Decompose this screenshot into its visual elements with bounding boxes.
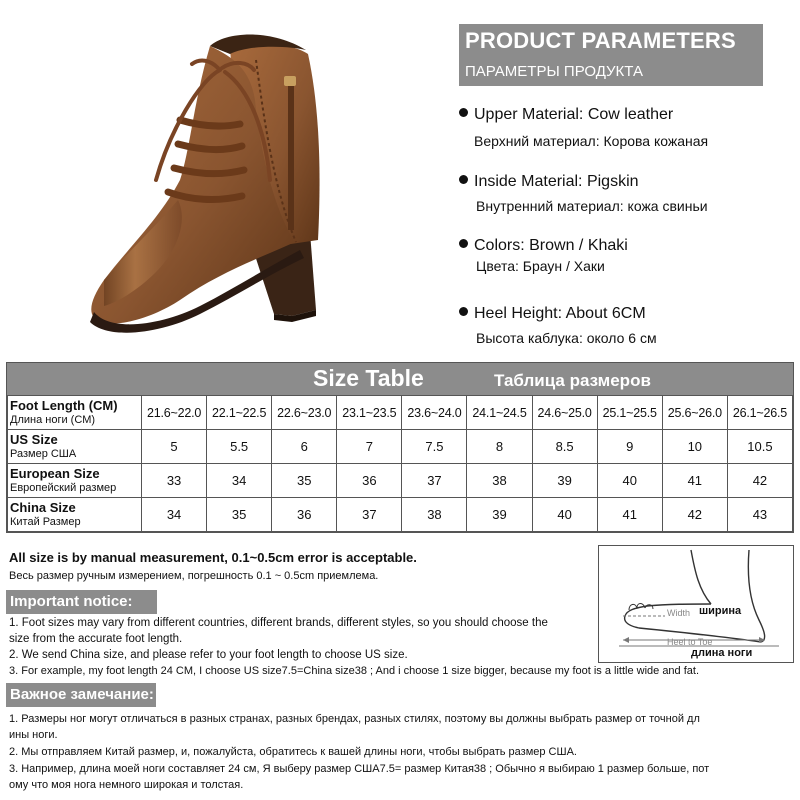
- table-cell: 38: [467, 464, 532, 498]
- important-notice-ru-header: [6, 683, 156, 707]
- param-heel-height-en: Heel Height: About 6CM: [474, 305, 646, 322]
- bullet-icon: [459, 239, 468, 248]
- row-header-en: Foot Length (CM): [10, 397, 118, 413]
- table-cell: 35: [207, 498, 272, 532]
- notice-line: 3. For example, my foot length 24 CM, I choose US size7.5=China size38 ; And i choose 1 size bigger, because my foot is a little wide and fat.: [9, 665, 700, 677]
- row-header-en: China Size: [10, 499, 76, 515]
- table-cell: 10: [662, 430, 727, 464]
- table-cell: 22.6~23.0: [272, 396, 337, 430]
- table-cell: 39: [467, 498, 532, 532]
- us-size-row: [8, 430, 793, 464]
- table-cell: 25.1~25.5: [597, 396, 662, 430]
- notice-line: 1. Foot sizes may vary from different countries, different brands, different styles, so you should choose the: [9, 617, 548, 629]
- table-cell: 5: [142, 430, 207, 464]
- row-header-ru: Китай Размер: [10, 515, 81, 528]
- param-colors-ru: Цвета: Браун / Хаки: [476, 258, 605, 274]
- european-size-row: [8, 464, 793, 498]
- product-parameters-title: PRODUCT PARAMETERS: [465, 28, 736, 53]
- table-cell: 37: [337, 498, 402, 532]
- table-cell: 6: [272, 430, 337, 464]
- notice-ru-line: 1. Размеры ног могут отличаться в разных странах, разных брендах, разных стилях, поэтому вы должны выбрать размер от точной дл: [9, 713, 700, 725]
- param-heel-height: [459, 305, 646, 323]
- param-colors: [459, 237, 628, 255]
- bullet-icon: [459, 175, 468, 184]
- size-table: [7, 395, 793, 532]
- param-inside-material: [459, 173, 639, 191]
- product-parameters-subtitle: ПАРАМЕТРЫ ПРОДУКТА: [465, 63, 643, 80]
- table-cell: 39: [532, 464, 597, 498]
- table-cell: 37: [402, 464, 467, 498]
- product-parameters-header: [459, 24, 763, 86]
- row-header: [8, 498, 142, 532]
- table-cell: 24.1~24.5: [467, 396, 532, 430]
- notice-line: size from the accurate foot length.: [9, 633, 183, 645]
- row-header-ru: Европейский размер: [10, 481, 117, 494]
- param-inside-material-en: Inside Material: Pigskin: [474, 173, 639, 190]
- measurement-note: All size is by manual measurement, 0.1~0.5cm error is acceptable.: [9, 550, 417, 565]
- notice-ru-line: 3. Например, длина моей ноги составляет 24 см, Я выберу размер США7.5= размер Китая38 ; Обычно я выбираю 1 размер больше, пот: [9, 763, 710, 775]
- foot-width-label: Width: [667, 608, 691, 618]
- measurement-note-ru: Весь размер ручным измерением, погрешность 0.1 ~ 0.5cm приемлема.: [9, 570, 379, 582]
- foot-measurement-diagram: [598, 545, 794, 663]
- param-upper-material-en: Upper Material: Cow leather: [474, 106, 674, 123]
- param-colors-en: Colors: Brown / Khaki: [474, 237, 628, 254]
- heel-to-toe-label: Heel to Toe: [667, 637, 713, 647]
- foot-width-label-ru: ширина: [699, 605, 742, 617]
- table-cell: 40: [597, 464, 662, 498]
- table-cell: 40: [532, 498, 597, 532]
- table-cell: 21.6~22.0: [142, 396, 207, 430]
- table-cell: 41: [597, 498, 662, 532]
- param-inside-material-ru: Внутренний материал: кожа свиньи: [476, 198, 708, 214]
- table-cell: 10.5: [727, 430, 792, 464]
- china-size-row: [8, 498, 793, 532]
- table-cell: 8.5: [532, 430, 597, 464]
- table-cell: 25.6~26.0: [662, 396, 727, 430]
- table-cell: 36: [337, 464, 402, 498]
- important-notice-ru-title: Важное замечание:: [10, 686, 154, 703]
- table-cell: 23.1~23.5: [337, 396, 402, 430]
- table-cell: 38: [402, 498, 467, 532]
- table-cell: 42: [727, 464, 792, 498]
- table-cell: 9: [597, 430, 662, 464]
- row-header-ru: Размер США: [10, 447, 77, 460]
- param-heel-height-ru: Высота каблука: около 6 см: [476, 330, 657, 346]
- notice-ru-line: 2. Мы отправляем Китай размер, и, пожалуйста, обратитесь к вашей длины ноги, чтобы выбрать размер США.: [9, 746, 577, 758]
- table-cell: 8: [467, 430, 532, 464]
- size-table-section: [6, 362, 794, 533]
- table-cell: 34: [207, 464, 272, 498]
- important-notice-title: Important notice:: [10, 593, 133, 610]
- row-header: [8, 396, 142, 430]
- heel-to-toe-label-ru: длина ноги: [691, 647, 753, 659]
- size-table-title: Size Table: [313, 365, 424, 391]
- boot-icon: [60, 10, 380, 350]
- notice-ru-line: ому что моя нога немного широкая и толстая.: [9, 779, 244, 791]
- important-notice-header: [6, 590, 157, 614]
- row-header-en: European Size: [10, 465, 100, 481]
- table-cell: 5.5: [207, 430, 272, 464]
- table-cell: 43: [727, 498, 792, 532]
- table-cell: 7: [337, 430, 402, 464]
- bullet-icon: [459, 108, 468, 117]
- notice-ru-line: ины ноги.: [9, 729, 58, 741]
- row-header-en: US Size: [10, 431, 58, 447]
- row-header: [8, 464, 142, 498]
- table-cell: 22.1~22.5: [207, 396, 272, 430]
- table-cell: 34: [142, 498, 207, 532]
- table-cell: 23.6~24.0: [402, 396, 467, 430]
- boot-product-image: [60, 10, 380, 350]
- size-table-header: [7, 363, 793, 395]
- table-cell: 24.6~25.0: [532, 396, 597, 430]
- size-table-title-ru: Таблица размеров: [494, 371, 651, 390]
- table-cell: 26.1~26.5: [727, 396, 792, 430]
- table-cell: 7.5: [402, 430, 467, 464]
- notice-line: 2. We send China size, and please refer to your foot length to choose US size.: [9, 649, 408, 661]
- param-upper-material: [459, 106, 673, 124]
- table-cell: 36: [272, 498, 337, 532]
- bullet-icon: [459, 307, 468, 316]
- foot-length-row: [8, 396, 793, 430]
- row-header: [8, 430, 142, 464]
- table-cell: 41: [662, 464, 727, 498]
- table-cell: 33: [142, 464, 207, 498]
- row-header-ru: Длина ноги (CM): [10, 413, 96, 426]
- param-upper-material-ru: Верхний материал: Корова кожаная: [474, 133, 709, 149]
- table-cell: 42: [662, 498, 727, 532]
- table-cell: 35: [272, 464, 337, 498]
